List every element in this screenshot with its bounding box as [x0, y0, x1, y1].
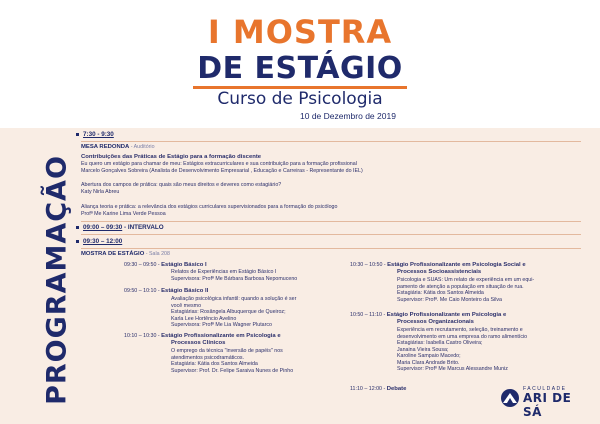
faculty-logo: [500, 386, 590, 419]
talk3-line1: Profª Me Karine Lima Verde Pessoa: [81, 210, 166, 217]
slot1-time: 7:30 - 9:30: [76, 131, 114, 138]
divider: [81, 234, 581, 235]
logo-name: ARI DE SÁ: [523, 391, 572, 419]
talk2-title: Abertura dos campos de prática: quais são meus direitos e deveres como estagiário?: [81, 182, 282, 188]
event-title-line2: [0, 52, 600, 86]
header: [0, 0, 600, 128]
logo-mark-icon: [500, 388, 520, 408]
divider: [81, 141, 581, 142]
slot2-time: 09:00 – 09:30 - INTERVALO: [76, 224, 164, 231]
event-title-line1: I MOSTRA: [207, 13, 393, 51]
talk1-line1: Eu quero um estágio para chamar de meu: Estágios extracurriculares e sua contribuição para a formação profissional: [81, 161, 357, 167]
slot3-time: 09:30 – 12:00: [76, 238, 122, 245]
divider: [81, 221, 581, 222]
event-title-line2-text: DE ESTÁGIO: [193, 51, 407, 89]
divider: [81, 248, 581, 249]
slot3-session: MOSTRA DE ESTÁGIO - Sala 208: [81, 251, 170, 257]
talk3-title: Aliança teoria e prática: a relevância dos estágios curriculares supervisionados para a formação do psicólogo: [81, 204, 338, 210]
talk1-line2: Marcelo Gonçalves Sobreira (Analista de Desenvolvimento Empresarial , Educação e Carreiras - Representante do IEL): [81, 167, 363, 174]
logo-faculdade: FACULDADE: [523, 386, 567, 392]
slot1-session: MESA REDONDA - Auditório: [81, 144, 155, 150]
talk2-line1: Katy Nirla Abreu: [81, 188, 120, 195]
talk1-title: Contribuições das Práticas de Estágio para a formação discente: [81, 154, 262, 160]
event-date: 10 de Dezembro de 2019: [300, 111, 396, 121]
side-title-text: PROGRAMAÇÃO: [41, 155, 73, 405]
course-subtitle: Curso de Psicologia: [217, 89, 383, 109]
